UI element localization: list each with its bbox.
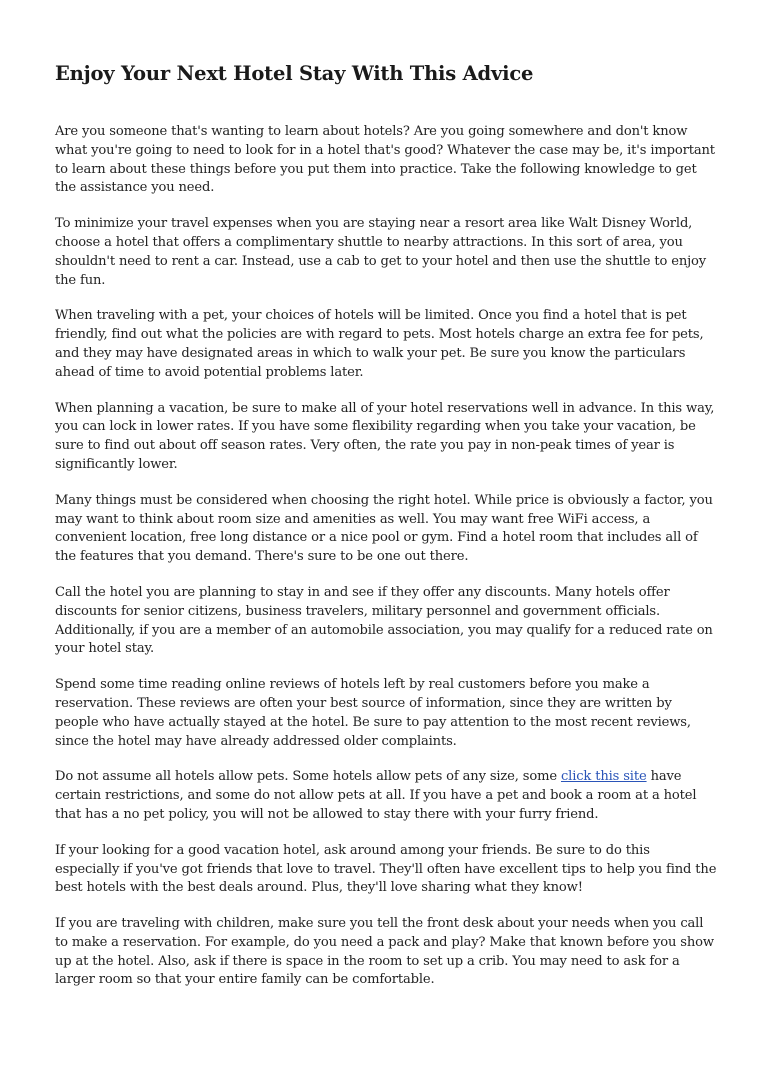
paragraph-online-reviews: Spend some time reading online reviews of hotels left by real customers before you make a reservation. These reviews are often your best source of information, since they are written by people who have actually stayed at the hotel. Be sure to pay attention to the most recent reviews, since the hotel may have already addressed older complaints. <box>55 677 691 749</box>
paragraph-ask-friends: If your looking for a good vacation hotel, ask around among your friends. Be sure to do this especially if you've got friends that love to travel. They'll often have excellent tips to help you find the best hotels with the best deals around. Plus, they'll love sharing what they know! <box>55 842 717 896</box>
paragraph-pet-travel: When traveling with a pet, your choices of hotels will be limited. Once you find a hotel that is pet friendly, find out what the policies are with regard to pets. Most hotels charge an extra fee for pets, and they may have designated areas in which to walk your pet. Be sure you know the particulars ahead of time to avoid potential problems later. <box>55 308 704 380</box>
paragraph-resort-shuttle: To minimize your travel expenses when you are staying near a resort area like Walt Disney World, choose a hotel that offers a complimentary shuttle to nearby attractions. In this sort of area, you shouldn't need to rent a car. Instead, use a cab to get to your hotel and then use the shuttle to enjoy the fun. <box>55 216 707 288</box>
paragraph-pets-allowed <box>55 768 717 824</box>
paragraph-traveling-children: If you are traveling with children, make sure you tell the front desk about your needs when you call to make a reservation. For example, do you need a pack and play? Make that known before you show up at the hotel. Also, ask if there is space in the room to set up a crib. You may need to ask for a larger room so that your entire family can be comfortable. <box>55 916 714 988</box>
article-body <box>55 123 717 990</box>
document-page <box>55 0 717 1007</box>
pets-text-after-link: have certain restrictions, and some do not allow pets at all. If you have a pet and book a room at a hotel that has a no pet policy, you will not be allowed to stay there with your furry friend. <box>55 769 697 822</box>
click-this-site-link[interactable]: click this site <box>560 769 647 785</box>
paragraph-advance-reservations: When planning a vacation, be sure to make all of your hotel reservations well in advance. In this way, you can lock in lower rates. If you have some flexibility regarding when you take your vacation, be sure to find out about off season rates. Very often, the rate you pay in non-peak times of year is significantly lower. <box>55 400 715 472</box>
paragraph-discounts: Call the hotel you are planning to stay in and see if they offer any discounts. Many hotels offer discounts for senior citizens, business travelers, military personnel and government officials. Additionally, if you are a member of an automobile association, you may qualify for a reduced rate on your hotel stay. <box>55 584 713 657</box>
paragraph-choosing-hotel: Many things must be considered when choosing the right hotel. While price is obviously a factor, you may want to think about room size and amenities as well. You may want free WiFi access, a convenient location, free long distance or a nice pool or gym. Find a hotel room that includes all of the features that you demand. There's sure to be one out there. <box>55 492 713 565</box>
page-title: Enjoy Your Next Hotel Stay With This Advice <box>55 62 534 85</box>
pets-text-before-link: Do not assume all hotels allow pets. Some hotels allow pets of any size, some <box>55 769 561 785</box>
paragraph-intro: Are you someone that's wanting to learn about hotels? Are you going somewhere and don't know what you're going to need to look for in a hotel that's good? Whatever the case may be, it's important to learn about these things before you put them into practice. Take the following knowledge to get the assistance you need. <box>55 124 715 196</box>
